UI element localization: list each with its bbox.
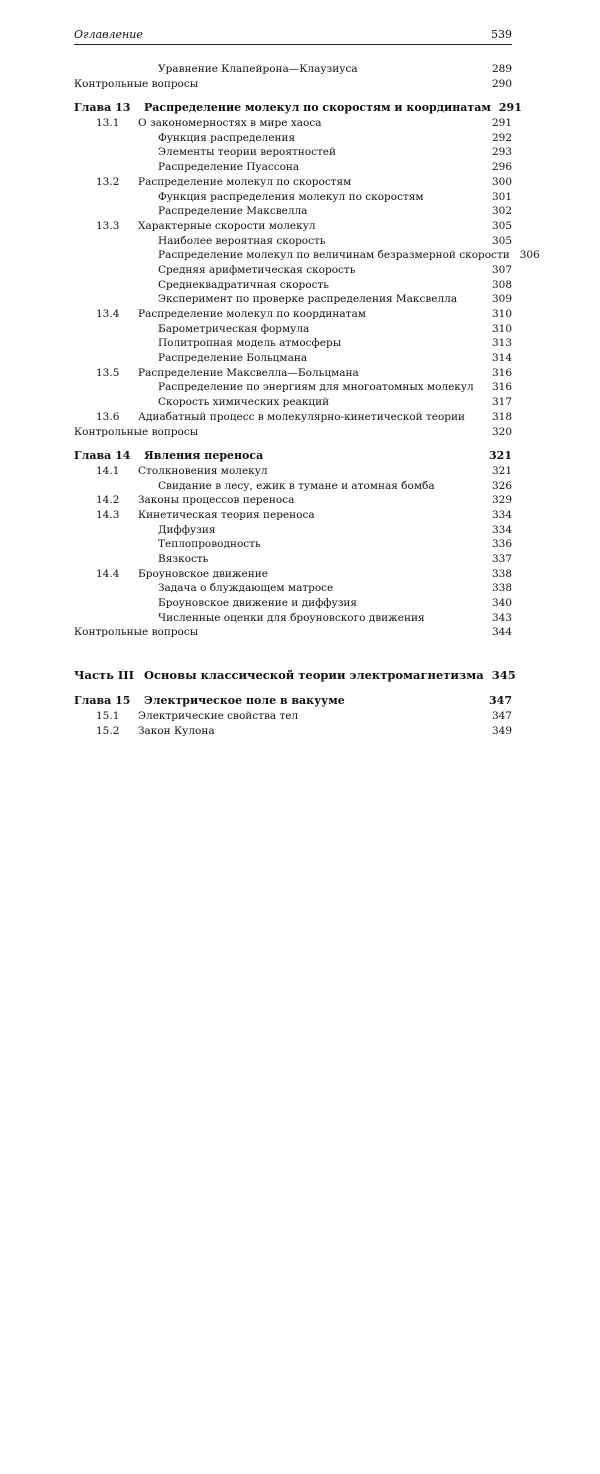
toc-entry[interactable] (74, 493, 512, 508)
toc-entry[interactable] (74, 234, 512, 249)
entry-title: Элементы теории вероятностей (158, 145, 340, 160)
entry-title: Политропная модель атмосферы (158, 336, 345, 351)
toc-entry[interactable] (74, 611, 512, 626)
toc-entry[interactable] (74, 263, 512, 278)
entry-page-number: 334 (220, 523, 513, 1273)
toc-chapter-entry[interactable] (74, 449, 512, 464)
toc-entry[interactable] (74, 190, 512, 205)
entry-page-number: 318 (469, 410, 512, 1160)
toc-part-entry[interactable] (74, 666, 516, 684)
toc-entry[interactable] (74, 322, 512, 337)
toc-entry[interactable] (74, 278, 512, 293)
entry-title: Распределение Больцмана (158, 351, 311, 366)
entry-page-number: 302 (311, 204, 512, 954)
toc-entry[interactable] (74, 145, 512, 160)
part-label: Часть III (74, 668, 135, 683)
entry-title: Законы процессов переноса (138, 493, 298, 508)
entry-page-number: 290 (202, 77, 512, 827)
toc-entry[interactable] (74, 537, 512, 552)
toc-entry[interactable] (74, 709, 512, 724)
entry-title: Распределение Пуассона (158, 160, 303, 175)
entry-page-number: 292 (299, 131, 512, 881)
running-header (74, 26, 512, 45)
entry-title: Наиболее вероятная скорость (158, 234, 330, 249)
section-number: 15.2 (96, 724, 120, 737)
entry-title: Распределение молекул по скоростям (138, 175, 355, 190)
toc-entry[interactable] (74, 724, 512, 739)
entry-page-number: 316 (363, 366, 512, 1116)
entry-page-number: 347 (349, 694, 512, 1444)
entry-page-number: 338 (337, 581, 512, 1331)
toc-entry[interactable] (74, 62, 512, 77)
toc-entry[interactable] (74, 425, 512, 440)
toc-chapter-entry[interactable] (74, 101, 522, 116)
entry-page-number: 314 (311, 351, 512, 1101)
entry-page-number: 344 (202, 625, 512, 1375)
toc-entry[interactable] (74, 552, 512, 567)
entry-title: Контрольные вопросы (74, 625, 202, 640)
entry-page-number: 291 (325, 116, 512, 866)
entry-page-number: 321 (267, 449, 512, 1199)
entry-title: Скорость химических реакций (158, 395, 333, 410)
toc-entry[interactable] (74, 508, 512, 523)
entry-page-number: 301 (428, 190, 512, 940)
entry-page-number: 310 (313, 322, 512, 1072)
chapter-label: Глава 15 (74, 694, 131, 708)
toc-entry[interactable] (74, 464, 512, 479)
entry-title: Функция распределения (158, 131, 299, 146)
toc-entry[interactable] (74, 380, 512, 395)
toc-entry[interactable] (74, 581, 512, 596)
toc-entry[interactable] (74, 131, 512, 146)
entry-page-number: 305 (330, 234, 512, 984)
entry-page-number: 305 (320, 219, 512, 969)
entry-page-number: 345 (488, 666, 514, 1416)
entry-title: Броуновское движение и диффузия (158, 596, 361, 611)
toc-entry[interactable] (74, 523, 512, 538)
section-number: 14.2 (96, 494, 120, 507)
entry-page-number: 307 (359, 263, 512, 1013)
entry-page-number: 316 (478, 380, 512, 1130)
entry-title: О закономерностях в мире хаоса (138, 116, 325, 131)
entry-title: Столкновения молекул (138, 464, 272, 479)
toc-entry[interactable] (74, 366, 512, 381)
chapter-label: Глава 14 (74, 449, 131, 463)
section-number: 13.6 (96, 410, 120, 423)
entry-page-number: 308 (333, 278, 512, 1028)
header-page-number: 539 (491, 28, 512, 41)
section-number: 13.1 (96, 117, 120, 130)
entry-page-number: 310 (370, 307, 512, 1057)
toc-entry[interactable] (74, 567, 512, 582)
entry-title: Свидание в лесу, ежик в тумане и атомная бомба (158, 479, 439, 494)
entry-title: Численные оценки для броуновского движения (158, 611, 429, 626)
entry-page-number: 309 (461, 292, 512, 1042)
chapter-label: Глава 13 (74, 101, 131, 115)
entry-title: Уравнение Клапейрона—Клаузиуса (158, 62, 362, 77)
entry-title: Контрольные вопросы (74, 77, 202, 92)
entry-title: Контрольные вопросы (74, 425, 202, 440)
entry-title: Эксперимент по проверке распределения Максвелла (158, 292, 461, 307)
section-number: 13.5 (96, 366, 120, 379)
entry-page-number: 338 (272, 567, 512, 1317)
entry-title: Распределение молекул по величинам безразмерной скорости (158, 248, 514, 263)
toc-entry[interactable] (74, 204, 512, 219)
entry-page-number: 317 (333, 395, 512, 1145)
entry-page-number: 306 (514, 248, 540, 998)
entry-page-number: 289 (362, 62, 512, 812)
entry-title: Характерные скорости молекул (138, 219, 320, 234)
entry-page-number: 336 (265, 537, 512, 1287)
toc-entry[interactable] (74, 625, 512, 640)
entry-title: Явления переноса (144, 449, 267, 464)
entry-title: Распределение Максвелла—Больцмана (138, 366, 363, 381)
toc-entry[interactable] (74, 410, 512, 425)
toc-entry[interactable] (74, 219, 512, 234)
entry-title: Диффузия (158, 523, 220, 538)
toc-entry[interactable] (74, 395, 512, 410)
entry-title: Функция распределения молекул по скоростям (158, 190, 428, 205)
section-number: 13.2 (96, 175, 120, 188)
section-number: 14.4 (96, 567, 120, 580)
entry-title: Электрические свойства тел (138, 709, 302, 724)
entry-page-number: 293 (340, 145, 512, 895)
toc-chapter-entry[interactable] (74, 694, 512, 709)
entry-title: Распределение молекул по координатам (138, 307, 370, 322)
entry-page-number: 349 (219, 724, 512, 1474)
entry-page-number: 313 (345, 336, 512, 1086)
entry-page-number: 334 (319, 508, 512, 1258)
header-title: Оглавление (74, 28, 143, 41)
entry-page-number: 291 (495, 101, 521, 851)
section-number: 13.3 (96, 219, 120, 232)
entry-page-number: 337 (212, 552, 512, 1302)
entry-title: Теплопроводность (158, 537, 265, 552)
toc-entry[interactable] (74, 292, 512, 307)
entry-page-number: 340 (361, 596, 512, 1346)
section-number: 15.1 (96, 709, 120, 722)
toc-entry[interactable] (74, 336, 512, 351)
entry-title: Броуновское движение (138, 567, 272, 582)
toc-entry[interactable] (74, 77, 512, 92)
entry-page-number: 321 (272, 464, 512, 1214)
toc-entry[interactable] (74, 351, 512, 366)
table-of-contents (74, 62, 540, 738)
entry-page-number: 343 (429, 611, 512, 1361)
entry-title: Распределение молекул по скоростям и координатам (144, 101, 495, 116)
entry-page-number: 329 (298, 493, 512, 1243)
entry-title: Барометрическая формула (158, 322, 313, 337)
entry-page-number: 326 (439, 479, 512, 1229)
entry-title: Основы классической теории электромагнетизма (144, 666, 488, 684)
toc-entry[interactable] (74, 116, 512, 131)
toc-entry[interactable] (74, 479, 512, 494)
entry-page-number: 320 (202, 425, 512, 1175)
toc-entry[interactable] (74, 175, 512, 190)
entry-page-number: 300 (355, 175, 512, 925)
entry-title: Средняя арифметическая скорость (158, 263, 359, 278)
entry-title: Электрическое поле в вакууме (144, 694, 349, 709)
toc-entry[interactable] (74, 307, 512, 322)
entry-page-number: 347 (302, 709, 512, 1459)
entry-title: Распределение по энергиям для многоатомных молекул (158, 380, 478, 395)
entry-title: Кинетическая теория переноса (138, 508, 319, 523)
entry-title: Среднеквадратичная скорость (158, 278, 333, 293)
toc-entry[interactable] (74, 248, 540, 263)
toc-entry[interactable] (74, 596, 512, 611)
entry-title: Вязкость (158, 552, 212, 567)
section-number: 14.3 (96, 508, 120, 521)
section-number: 14.1 (96, 464, 120, 477)
section-number: 13.4 (96, 308, 120, 320)
entry-title: Распределение Максвелла (158, 204, 311, 219)
toc-entry[interactable] (74, 160, 512, 175)
entry-title: Адиабатный процесс в молекулярно-кинетической теории (138, 410, 469, 425)
entry-title: Задача о блуждающем матросе (158, 581, 337, 596)
entry-title: Закон Кулона (138, 724, 219, 739)
entry-page-number: 296 (303, 160, 512, 910)
